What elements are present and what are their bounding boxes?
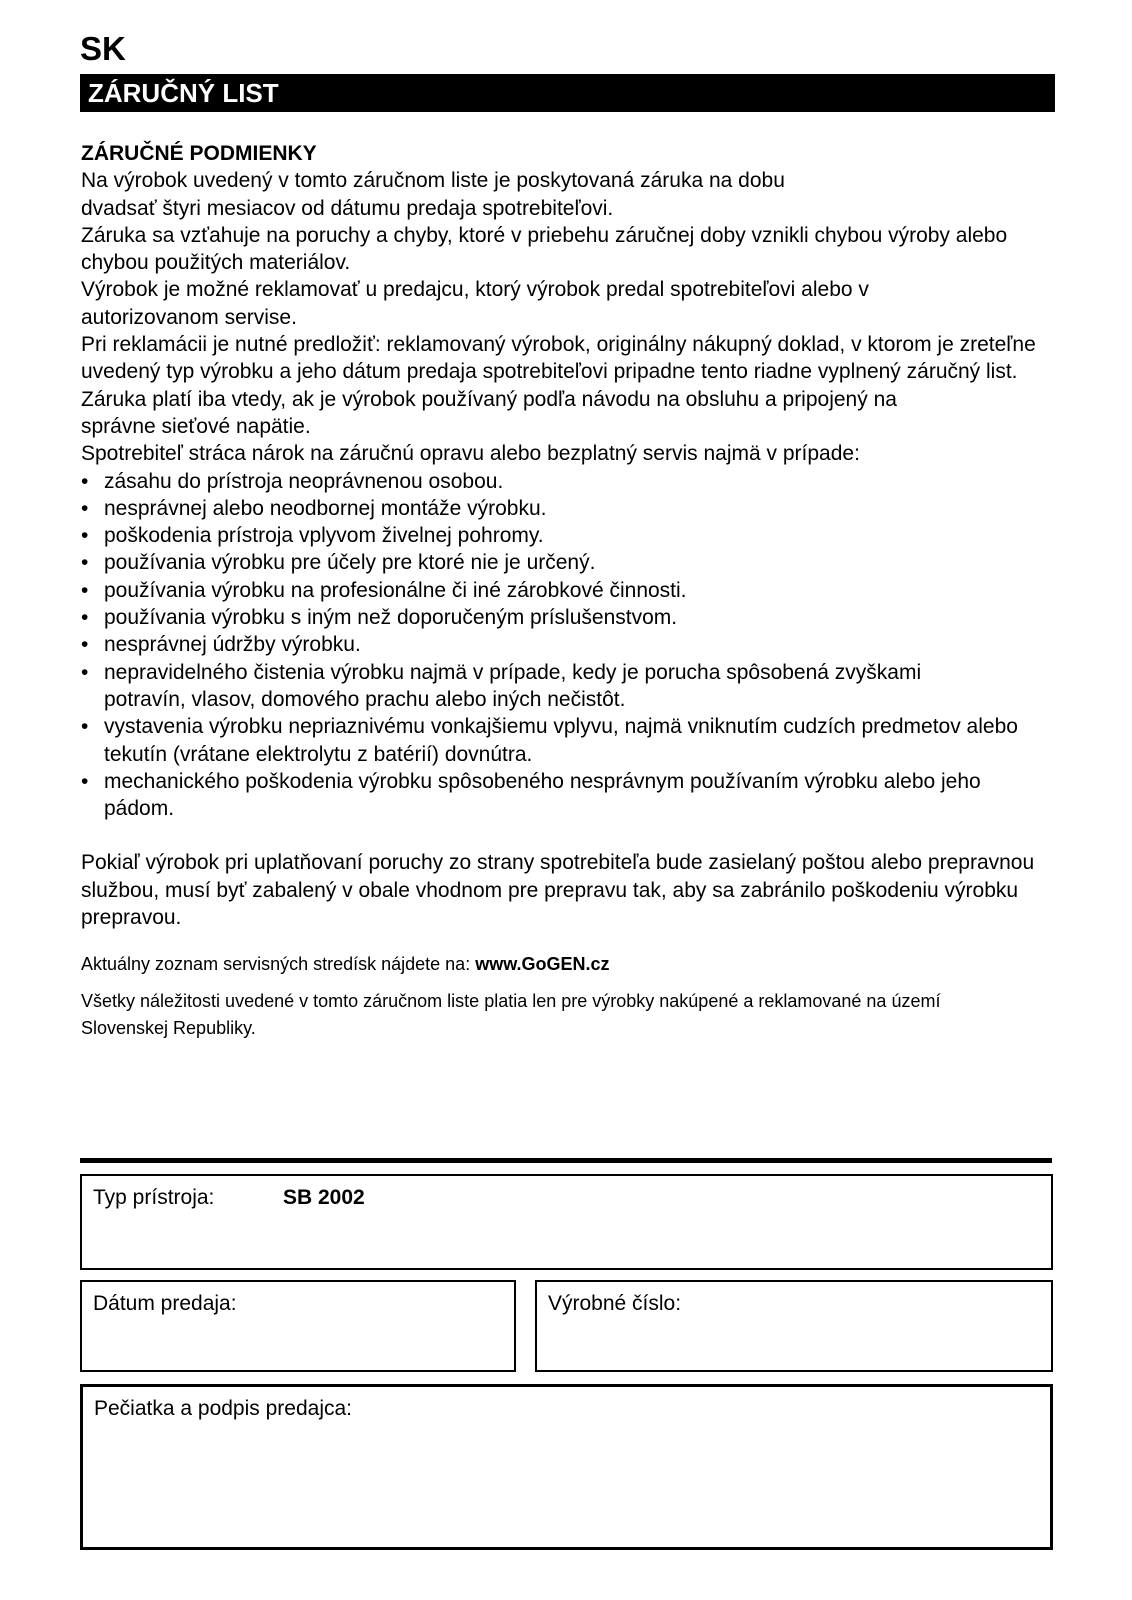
condition-paragraph: Záruka sa vzťahuje na poruchy a chyby, ktoré v priebehu záručnej doby vznikli chybou výroby alebo chybou použitých materiálov. xyxy=(81,223,1008,275)
serial-number-field[interactable] xyxy=(535,1280,1053,1372)
section-divider xyxy=(80,1158,1052,1163)
serial-number-label: Výrobné číslo: xyxy=(548,1292,682,1315)
warranty-conditions xyxy=(81,140,1041,1042)
device-type-field[interactable] xyxy=(80,1174,1053,1270)
language-code: SK xyxy=(80,30,126,67)
condition-paragraph: Záruka platí iba vtedy, ak je výrobok používaný podľa návodu na obsluhu a pripojený na správne sieťové napätie. xyxy=(81,387,897,438)
condition-paragraph: Výrobok je možné reklamovať u predajcu, ktorý výrobok predal spotrebiteľovi alebo v autorizovanom servise. xyxy=(81,278,869,329)
condition-paragraph: Spotrebiteľ stráca nárok na záručnú opravu alebo bezplatný servis najmä v prípade: xyxy=(81,442,860,466)
sale-date-label: Dátum predaja: xyxy=(93,1292,237,1315)
list-item: • nesprávnej údržby výrobku. xyxy=(81,631,1041,658)
exclusions-list xyxy=(81,468,1041,823)
service-link[interactable]: www.GoGEN.cz xyxy=(475,954,610,975)
list-item: • používania výrobku na profesionálne či iné zárobkové činnosti. xyxy=(81,577,1041,604)
list-item: • nepravidelného čistenia výrobku najmä v prípade, kedy je porucha spôsobená zvyškami potravín, vlasov, domového prachu alebo iných nečistôt. xyxy=(81,659,1004,714)
device-type-value: SB 2002 xyxy=(283,1186,365,1209)
validity-note: Všetky náležitosti uvedené v tomto záručnom liste platia len pre výrobky nakúpené a reklamované na území Slovenskej Republiky. xyxy=(81,991,941,1039)
sale-date-field[interactable] xyxy=(80,1280,516,1372)
conditions-heading: ZÁRUČNÉ PODMIENKY xyxy=(81,142,317,165)
condition-paragraph: Pri reklamácii je nutné predložiť: reklamovaný výrobok, originálny nákupný doklad, v ktorom je zreteľne uvedený typ výrobku a jeho dátum predaja spotrebiteľovi pripadne tento riadne vyplnený záručný list. xyxy=(81,333,1036,384)
list-item: • zásahu do prístroja neoprávnenou osobou. xyxy=(81,468,1041,495)
list-item: • používania výrobku s iným než doporučeným príslušenstvom. xyxy=(81,604,1041,631)
stamp-label: Pečiatka a podpis predajca: xyxy=(94,1397,352,1420)
device-type-label: Typ prístroja: xyxy=(93,1186,215,1209)
condition-paragraph: Na výrobok uvedený v tomto záručnom liste je poskytovaná záruka na dobu dvadsať štyri mesiacov od dátumu predaja spotrebiteľovi. xyxy=(81,169,785,220)
list-item: • poškodenia prístroja vplyvom živelnej pohromy. xyxy=(81,522,1041,549)
dealer-stamp-signature-field[interactable] xyxy=(80,1384,1053,1550)
service-note-text: Aktuálny zoznam servisných stredísk nájdete na: xyxy=(81,954,476,975)
list-item: • mechanického poškodenia výrobku spôsobeného nesprávnym používaním výrobku alebo jeho pádom. xyxy=(81,768,1024,823)
document-title: ZÁRUČNÝ LIST xyxy=(80,74,1055,112)
shipping-note: Pokiaľ výrobok pri uplatňovaní poruchy zo strany spotrebiteľa bude zasielaný poštou alebo prepravnou službou, musí byť zabalený v obale vhodnom pre prepravu tak, aby sa zabránilo poškodeniu výrobku prepravou. xyxy=(81,851,1035,930)
list-item: • používania výrobku pre účely pre ktoré nie je určený. xyxy=(81,549,1041,576)
list-item: • nesprávnej alebo neodbornej montáže výrobku. xyxy=(81,495,1041,522)
list-item: • vystavenia výrobku nepriaznivému vonkajšiemu vplyvu, najmä vniknutím cudzích predmetov alebo tekutín (vrátane elektrolytu z batérií) dovnútra. xyxy=(81,713,1041,768)
service-note xyxy=(81,951,1041,978)
